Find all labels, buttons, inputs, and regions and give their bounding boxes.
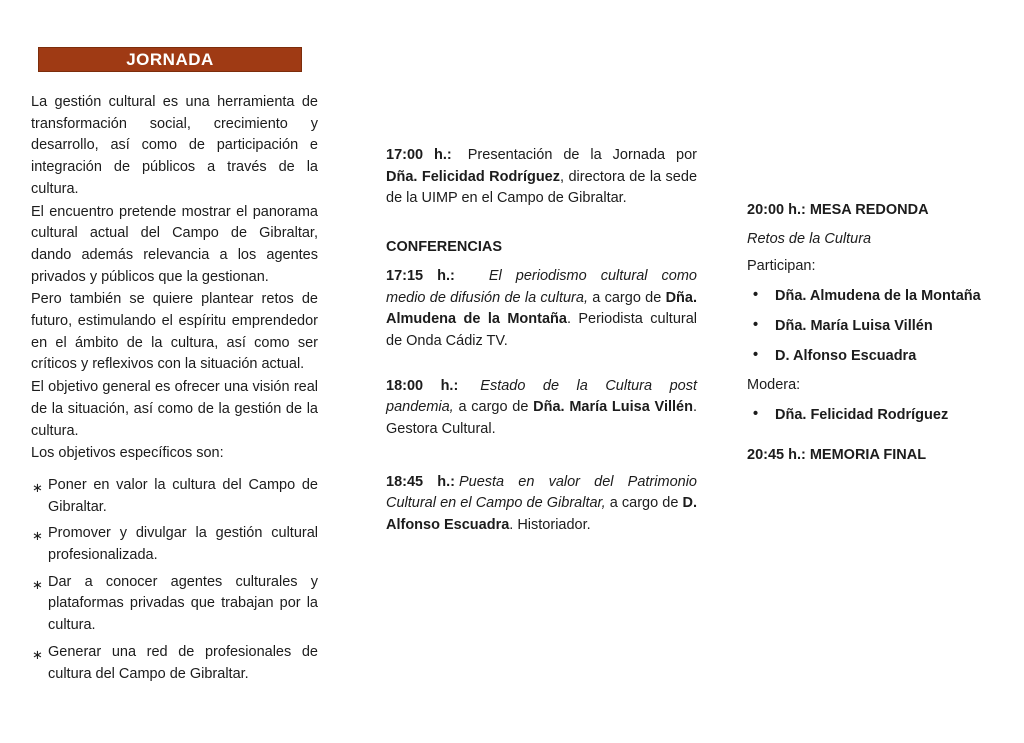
asterisk-bullet-icon: ∗ [32,646,43,662]
event-1845-conference [386,472,697,537]
roundtable-column [747,200,997,466]
event-speaker: D. Alfonso Escuadra [386,495,697,534]
event-title: El periodismo cultural como medio de difusión de la cultura, [386,267,697,306]
event-time: 18:00 h.: [386,377,459,394]
tab-spacer [452,158,468,159]
event-speaker: Dña. Almudena de la Montaña [386,289,697,328]
event-time: 18:45 h.: [386,473,455,490]
conferences-heading: CONFERENCIAS [386,239,503,256]
event-title: Estado de la Cultura post pandemia, [386,377,697,416]
tab-spacer [458,389,480,390]
intro-column [31,47,318,690]
event-time: 17:00 h.: [386,147,452,163]
jornada-header-banner [38,47,302,72]
event-credential: . Gestora Cultural. [386,399,697,438]
participants-label: Participan: [747,258,816,275]
dot-bullet-icon: • [753,405,759,422]
objective-item [31,523,318,566]
event-speaker: Dña. Felicidad Rodríguez [386,168,561,185]
schedule-column [386,145,697,537]
event-1700-presentation [386,145,697,210]
memoria-final-title: 20:45 h.: MEMORIA FINAL [747,446,927,463]
asterisk-bullet-icon: ∗ [32,479,43,495]
participant-item [753,346,997,368]
event-lead: Presentación de la Jornada por [467,147,697,163]
objectives-intro-line: Los objetivos específicos son: [31,445,224,462]
event-speaker: Dña. María Luisa Villén [533,399,693,416]
event-connector: a cargo de [605,495,683,512]
jornada-header-label: JORNADA [126,49,214,69]
event-tail: , directora de la sede de la UIMP en el Campo de Gibraltar. [386,168,698,207]
participant-name: Dña. Almudena de la Montaña [775,288,981,305]
participant-name: D. Alfonso Escuadra [775,347,917,364]
objectives-list [31,475,318,685]
objective-item [31,572,318,637]
intro-paragraph-3: Pero también se quiere plantear retos de futuro, estimulando el espíritu emprendedor en el ámbito de la cultura, así como ser críticos y reflexivos con la situación actual. [31,291,318,373]
roundtable-title: 20:00 h.: MESA REDONDA [747,202,929,218]
event-time: 17:15 h.: [386,267,455,284]
event-1800-conference [386,376,697,441]
intro-paragraph-4: El objetivo general es ofrecer una visión real de la situación, así como de la gestión de la cultura. [31,379,318,439]
objective-text: Generar una red de profesionales de cultura del Campo de Gibraltar. [48,643,318,682]
objective-text: Dar a conocer agentes culturales y plataformas privadas que trabajan por la cultura. [48,573,318,634]
participant-name: Dña. María Luisa Villén [775,317,933,334]
moderator-item [753,405,997,427]
objective-text: Promover y divulgar la gestión cultural profesionalizada. [48,525,318,564]
roundtable-subtitle: Retos de la Cultura [747,230,872,247]
moderator-name: Dña. Felicidad Rodríguez [775,406,949,423]
dot-bullet-icon: • [753,287,759,304]
intro-paragraph-2: El encuentro pretende mostrar el panorama cultural actual del Campo de Gibraltar, dando además relevancia a los agentes privados y públicos que la gestionan. [31,203,318,285]
asterisk-bullet-icon: ∗ [32,528,43,544]
objective-text: Poner en valor la cultura del Campo de Gibraltar. [48,476,318,515]
dot-bullet-icon: • [753,346,759,363]
event-connector: a cargo de [453,399,534,416]
event-1715-conference [386,266,697,353]
objective-item [31,642,318,685]
asterisk-bullet-icon: ∗ [32,576,43,592]
event-connector: a cargo de [587,289,666,306]
objective-item [31,475,318,518]
event-title: Puesta en valor del Patrimonio Cultural en el Campo de Gibraltar, [386,473,697,512]
event-credential: . Periodista cultural de Onda Cádiz TV. [386,311,697,349]
dot-bullet-icon: • [753,316,759,333]
intro-paragraph-1: La gestión cultural es una herramienta de transformación social, crecimiento y desarrollo, así como de participación e integración de públicos a través de la cultura. [31,94,318,197]
participant-item [753,316,997,338]
tab-spacer [455,279,489,280]
participant-item [753,286,997,308]
moderator-label: Modera: [747,377,801,394]
event-credential: . Historiador. [509,517,591,534]
